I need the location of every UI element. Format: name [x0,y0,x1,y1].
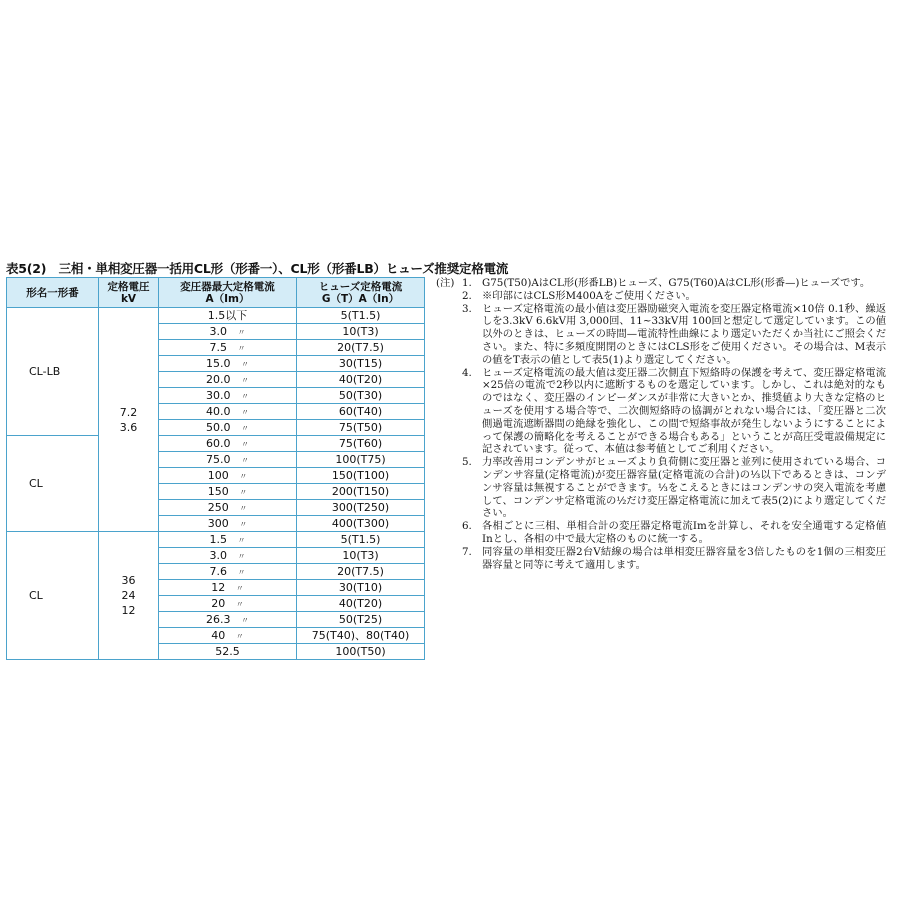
ditto-mark: 〃 [237,552,246,561]
ditto-mark: 〃 [241,376,249,385]
fuse-current-cell: 400(T300) [297,516,425,532]
ditto-mark: 〃 [237,344,246,353]
transformer-current-value: 20.0 [206,373,231,386]
transformer-current-value: 12 [211,581,226,594]
transformer-current-cell [159,340,297,356]
fuse-current-cell: 75(T40)、80(T40) [297,628,425,644]
fuse-current-cell: 40(T20) [297,372,425,388]
transformer-current-value: 1.5以下 [207,309,248,322]
fuse-current-cell: 75(T60) [297,436,425,452]
fuse-current-cell: 50(T25) [297,612,425,628]
note-prefix [436,520,462,546]
note-number: 4. [462,366,472,379]
fuse-current-cell: 100(T75) [297,452,425,468]
header-fuse-line1: ヒューズ定格電流 [318,280,403,293]
note-prefix [436,303,462,367]
table-row [7,308,425,324]
transformer-current-cell [159,372,297,388]
note-prefix [436,456,462,520]
voltage-value: 36 [121,574,136,587]
ditto-mark: 〃 [239,472,248,481]
note-text: ヒューズ定格電流の最大値は変圧器二次側直下短絡時の保護を考えて、変圧器定格電流×25倍の電流で2秒以内に遮断するものを選定しています。しかし、これは絶対的なものではなく、変圧器のインピーダンスが非常に大きいとか、推奨値より大きな定格のヒューズを使用する場合等で、二次側短絡時の協調がとれない場合には、「変圧器と二次側過電流遮断器間の絶縁を強化し、この間で短絡事故が発生しないようにすることによって保護の簡略化を考えることができる場合もある」ということが高圧受電設備規定に記されています。従って、本値は参考値としてご利用ください。 [482,366,886,456]
note-text: ヒューズ定格電流の最小値は変圧器励磁突入電流を変圧器定格電流×10倍 0.1秒、繰返しを3.3kV 6.6kV用 3,000回、11~33kV用 100回と想定して選定しています。この値以外のときは、ヒューズの時間—電流特性曲線により選定いただくか当社にご照会ください。また、特に多頻度開閉のときにはCLS形をご使用ください。その場合は、M表示の値をT表示の値として表5(1)より選定してください。 [482,302,886,366]
ditto-mark: 〃 [239,520,248,529]
voltage-value: 3.6 [119,420,138,434]
fuse-current-cell: 75(T50) [297,420,425,436]
fuse-current-cell: 30(T10) [297,580,425,596]
fuse-current-cell: 300(T250) [297,500,425,516]
note-item [436,303,886,367]
ditto-mark: 〃 [239,488,248,497]
note-number: 6. [462,520,472,533]
transformer-current-cell [159,628,297,644]
transformer-current-cell [159,580,297,596]
fuse-current-cell: 50(T30) [297,388,425,404]
transformer-current-value: 40 [211,629,226,642]
model-cell: CL [7,436,99,532]
transformer-current-value: 26.3 [206,613,231,626]
transformer-current-cell [159,436,297,452]
header-fuse-line2: G（T）A（In） [321,292,400,305]
transformer-current-value: 1.5 [209,533,227,546]
transformer-current-value: 3.0 [209,325,227,338]
transformer-current-value: 52.5 [215,645,240,658]
transformer-current-value: 100 [207,469,229,482]
transformer-current-cell [159,420,297,436]
transformer-current-cell [159,644,297,660]
header-transformer-line1: 変圧器最大定格電流 [180,280,275,293]
transformer-current-cell [159,452,297,468]
transformer-current-cell [159,532,297,548]
transformer-current-cell [159,356,297,372]
note-item [436,456,886,520]
fuse-current-cell: 10(T3) [297,548,425,564]
transformer-current-value: 300 [207,517,229,530]
fuse-current-cell: 40(T20) [297,596,425,612]
header-fuse-current [297,278,425,308]
note-number: 5. [462,456,472,469]
transformer-current-cell [159,388,297,404]
ditto-mark: 〃 [239,504,248,513]
note-text: 力率改善用コンデンサがヒューズより負荷側に変圧器と並列に使用されている場合、コンデンサ容量(定格電流)が変圧器容量(定格電流の合計)の⅓以下であるときは、コンデンサ容量は無視することができます。⅓をこえるときにはコンデンサの突入電流を考慮して、コンデンサ定格電流の½だけ変圧器定格電流に加えて表5(2)により選定してください。 [482,456,886,520]
note-text: G75(T50)AはCL形(形番LB)ヒューズ、G75(T60)AはCL形(形番—)ヒューズです。 [482,277,871,289]
transformer-current-cell [159,404,297,420]
header-voltage [99,278,159,308]
fuse-current-cell: 5(T1.5) [297,532,425,548]
ditto-mark: 〃 [237,536,246,545]
voltage-cell [99,532,159,660]
header-model-label: 形名一形番 [26,286,79,299]
transformer-current-value: 7.5 [209,341,227,354]
note-prefix [436,367,462,457]
transformer-current-cell [159,500,297,516]
note-item [436,520,886,546]
header-voltage-line2: kV [120,292,137,305]
header-transformer-current [159,278,297,308]
fuse-current-cell: 5(T1.5) [297,308,425,324]
transformer-current-cell [159,596,297,612]
transformer-current-value: 40.0 [206,405,231,418]
ditto-mark: 〃 [235,632,244,641]
ditto-mark: 〃 [235,600,244,609]
note-prefix [436,546,462,572]
fuse-current-cell: 60(T40) [297,404,425,420]
note-number: 7. [462,545,472,558]
note-number: 1. [462,277,472,289]
transformer-current-cell [159,468,297,484]
transformer-current-value: 7.6 [209,565,227,578]
fuse-current-cell: 20(T7.5) [297,340,425,356]
transformer-current-cell [159,484,297,500]
voltage-value: 24 [121,589,136,602]
transformer-current-value: 250 [207,501,229,514]
transformer-current-value: 150 [207,485,229,498]
note-text: 各相ごとに三相、単相合計の変圧器定格電流Imを計算し、それを安全通電する定格値Inとし、各相の中で最大定格のものに統一する。 [482,520,886,545]
notes-section [436,277,886,571]
transformer-current-value: 75.0 [206,453,231,466]
note-text: 同容量の単相変圧器2台V結線の場合は単相変圧器容量を3倍したものを1個の三相変圧器容量と同等に考えて適用します。 [482,545,886,571]
transformer-current-cell [159,308,297,324]
fuse-current-cell: 200(T150) [297,484,425,500]
table-row [7,532,425,548]
transformer-current-value: 60.0 [206,437,231,450]
model-cell: CL [7,532,99,660]
ditto-mark: 〃 [241,424,249,433]
note-item [436,277,886,290]
note-number: 2. [462,289,472,302]
ditto-mark: 〃 [241,616,249,625]
transformer-current-cell [159,324,297,340]
voltage-value: 12 [121,604,136,617]
transformer-current-cell [159,612,297,628]
voltage-cell [99,308,159,532]
note-item [436,546,886,572]
ditto-mark: 〃 [235,584,244,593]
ditto-mark: 〃 [241,456,249,465]
transformer-current-value: 3.0 [209,549,227,562]
transformer-current-cell [159,548,297,564]
ditto-mark: 〃 [237,328,246,337]
fuse-current-cell: 10(T3) [297,324,425,340]
ditto-mark: 〃 [237,568,246,577]
fuse-rating-table [6,277,425,660]
voltage-value: 7.2 [119,405,138,419]
header-model [7,278,99,308]
note-item [436,290,886,303]
transformer-current-cell [159,516,297,532]
ditto-mark: 〃 [241,360,249,369]
transformer-current-value: 15.0 [206,357,231,370]
transformer-current-value: 50.0 [206,421,231,434]
fuse-current-cell: 20(T7.5) [297,564,425,580]
header-voltage-line1: 定格電圧 [107,280,150,293]
note-item [436,367,886,457]
note-number: 3. [462,302,472,315]
fuse-current-cell: 30(T15) [297,356,425,372]
transformer-current-cell [159,564,297,580]
table-header-row [7,278,425,308]
transformer-current-value: 20 [211,597,226,610]
ditto-mark: 〃 [241,440,249,449]
note-prefix: (注) [436,277,455,289]
header-transformer-line2: A（Im） [205,292,250,305]
ditto-mark: 〃 [241,408,249,417]
table-row [7,436,425,452]
ditto-mark: 〃 [241,392,249,401]
table-title: 表5(2) 三相・単相変圧器一括用CL形（形番一）、CL形（形番LB）ヒューズ推奨定格電流 [6,261,509,276]
note-prefix [436,290,462,303]
fuse-current-cell: 100(T50) [297,644,425,660]
note-text: ※印部にはCLS形M400Aをご使用ください。 [482,289,696,302]
model-cell: CL-LB [7,308,99,436]
transformer-current-value: 30.0 [206,389,231,402]
fuse-current-cell: 150(T100) [297,468,425,484]
